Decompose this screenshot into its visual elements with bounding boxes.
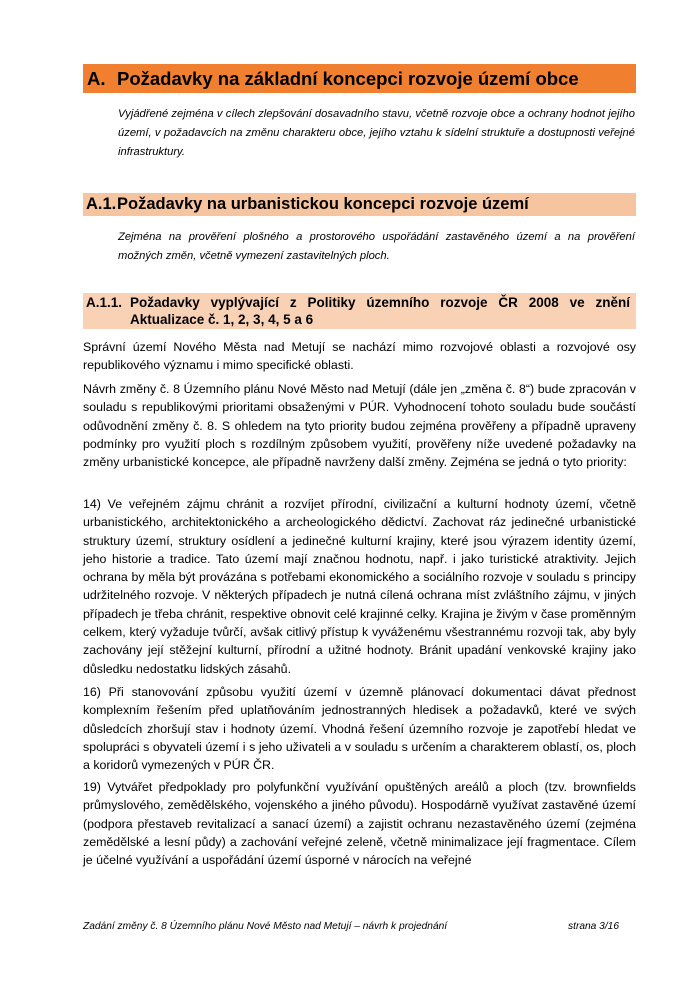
section-a-heading xyxy=(83,64,636,93)
paragraph-priority-14: 14) Ve veřejném zájmu chránit a rozvíjet přírodní, civilizační a kulturní hodnoty území, včetně urbanistického, architektonického a archeologického dědictví. Zachovat ráz jedinečné urbanistické struktury území, struktury osídlení a jedinečné kulturní krajiny, které jsou výrazem identity území, jeho historie a tradice. Tato území mají značnou hodnotu, např. i jako turistické atraktivity. Jejich ochrana by měla být provázána s potřebami ekonomického a sociálního rozvoje v souladu s principy udržitelného rozvoje. V některých případech je nutná cílená ochrana míst zvláštního zájmu, v jiných případech je třeba chránit, respektive obnovit celé krajinné celky. Krajina je živým v čase proměnným celkem, který vyžaduje tvůrčí, avšak citlivý přístup k vyváženému všestrannému rozvoji tak, aby byly zachovány její stěžejní kulturní, přírodní a užitné hodnoty. Bránit upadání venkovské krajiny jako důsledku nedostatku lidských zásahů. xyxy=(83,497,636,676)
section-a1-heading xyxy=(83,193,636,216)
section-a11-number: A.1.1. xyxy=(86,295,123,310)
section-a11-heading xyxy=(83,293,636,329)
footer-page-number: strana 3/16 xyxy=(568,921,619,932)
section-a1-number: A.1. xyxy=(86,195,117,213)
paragraph-territory: Správní území Nového Města nad Metují se nachází mimo rozvojové oblasti a rozvojové osy republikového významu i mimo specifické oblasti. xyxy=(83,340,636,373)
section-a-title: Požadavky na základní koncepci rozvoje území obce xyxy=(117,68,579,89)
paragraph-change-proposal: Návrh změny č. 8 Územního plánu Nové Město nad Metují (dále jen „změna č. 8“) bude zpracován v souladu s republikovými prioritami obsaženými v PÚR. Vyhodnocení tohoto souladu bude součástí odůvodnění změny č. 8. S ohledem na tyto priority budou zejména prověřeny a případně upraveny podmínky pro využití ploch s rozdílným způsobem využití, prověřeny níže uvedené požadavky na změny urbanistické koncepce, ale případně navrženy další změny. Zejména se jedná o tyto priority: xyxy=(83,382,636,470)
section-a-note: Vyjádřené zejména v cílech zlepšování dosavadního stavu, včetně rozvoje obce a ochrany hodnot jejího území, v požadavcích na změnu charakteru obce, jejího vztahu k sídelní struktuře a dostupnosti veřejné infrastruktury. xyxy=(118,108,635,158)
paragraph-priority-16: 16) Při stanovování způsobu využití území v územně plánovací dokumentaci dávat přednost komplexním řešením před uplatňováním jednostranných hledisek a požadavků, které ve svých důsledcích zhoršují stav i hodnoty území. Vhodná řešení územního rozvoje je zapotřebí hledat ve spolupráci s obyvateli území i s jeho uživateli a v souladu s určením a charakterem oblastí, os, ploch a koridorů vymezených v PÚR ČR. xyxy=(83,685,636,773)
footer-document-title: Zadání změny č. 8 Územního plánu Nové Město nad Metují – návrh k projednání xyxy=(83,921,448,932)
paragraph-priority-19: 19) Vytvářet předpoklady pro polyfunkční využívání opuštěných areálů a ploch (tzv. brownfields průmyslového, zemědělského, vojenského a jiného původu). Hospodárně využívat zastavěné území (podpora přestaveb revitalizací a sanací území) a zajistit ochranu nezastavěného území (zejména zemědělské a lesní půdy) a zachování veřejné zeleně, včetně minimalizace její fragmentace. Cílem je účelné využívání a uspořádání území úsporné v nárocích na veřejné xyxy=(83,780,636,868)
section-a-number: A. xyxy=(87,68,106,89)
section-a11-title: Požadavky vyplývající z Politiky územního rozvoje ČR 2008 ve znění Aktualizace č. 1, 2, 3, 4, 5 a 6 xyxy=(130,295,630,327)
section-a1-note: Zejména na prověření plošného a prostorového uspořádání zastavěného území a na prověření možných změn, včetně vymezení zastavitelných ploch. xyxy=(118,231,635,262)
section-a1-title: Požadavky na urbanistickou koncepci rozvoje území xyxy=(117,195,529,213)
